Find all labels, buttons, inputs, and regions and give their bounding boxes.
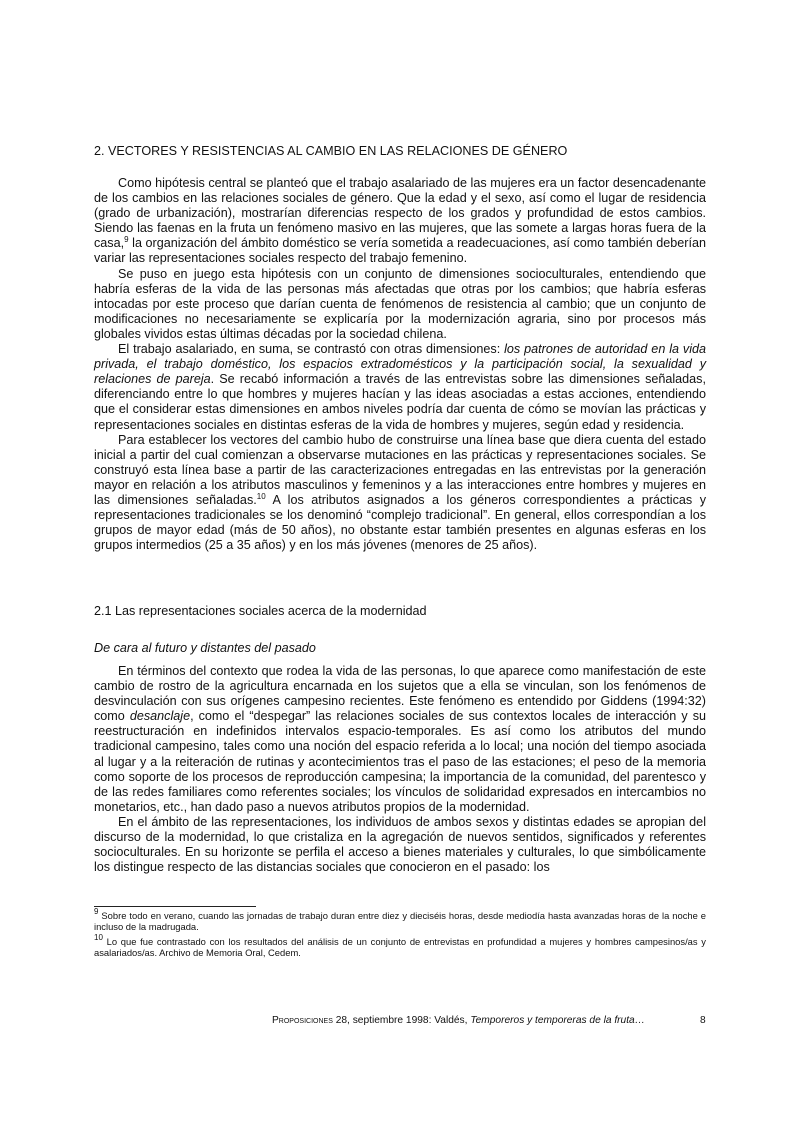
page-footer: Proposiciones 28, septiembre 1998: Valdés, Temporeros y temporeras de la fruta… — [272, 1015, 645, 1026]
subsection-heading: 2.1 Las representaciones sociales acerca de la modernidad — [94, 604, 427, 618]
footnote-ref-10[interactable]: 10 — [256, 491, 266, 501]
paragraph-6: En el ámbito de las representaciones, los individuos de ambos sexos y distintas edades se apropian del discurso de la modernidad, lo que cristaliza en la agregación de nuevos sentidos, significados y referentes socioculturales. En su horizonte se perfila el acceso a bienes materiales y culturales, lo que simbólicamente los distingue respecto de las distancias sociales que conocieron en el pasado: los — [94, 814, 706, 875]
footnote-divider — [94, 906, 256, 907]
article-title: Temporeros y temporeras de la fruta… — [470, 1015, 645, 1026]
page-number: 8 — [700, 1015, 706, 1026]
footnote-10: $^{10}$ Lo que fue contrastado con los resultados del análisis de un conjunto de entrevistas en profundidad a mujeres y hombres campesinos/as y asalariados/as. Archivo de Memoria Oral, Cedem. — [94, 932, 706, 959]
journal-name: Proposiciones — [272, 1015, 333, 1026]
footnote-ref-9[interactable]: 9 — [124, 235, 129, 245]
section-heading: 2. VECTORES Y RESISTENCIAS AL CAMBIO EN LAS RELACIONES DE GÉNERO — [94, 144, 568, 158]
paragraph-2: Se puso en juego esta hipótesis con un conjunto de dimensiones socioculturales, entendiendo que habría esferas de la vida de las personas más afectadas que otras por los cambios; que habría esferas intocadas por este proceso que darían cuenta de fenómenos de resistencia al cambio; que un conjunto de modificaciones no necesariamente se explicaría por la modernización agraria, sino por procesos más globales vividos estas últimas décadas por la sociedad chilena. — [94, 266, 706, 341]
paragraph-4: Para establecer los vectores del cambio hubo de construirse una línea base que diera cuenta del estado inicial a partir del cual comienzan a observarse mutaciones en las prácticas y representaciones sociales. Se construyó esta línea base a partir de las caracterizaciones entregadas en las entrevistas por la generación mayor en relación a los atributos masculinos y femeninos y a las interacciones entre hombres y mujeres en las dimensiones señaladas.$^{10}$ A los atributos asignados a los géneros correspondientes a prácticas y representaciones tradicionales se los denominó “complejo tradicional”. En general, ellos correspondían a los grupos de mayor edad (más de 50 años), no obstante estar también presentes en algunas esferas en los grupos intermedios (25 a 35 años) y en los más jóvenes (menores de 25 años). — [94, 432, 706, 553]
subsection-body — [94, 664, 706, 875]
section-body — [94, 176, 706, 553]
paragraph-1: Como hipótesis central se planteó que el trabajo asalariado de las mujeres era un factor desencadenante de los cambios en las relaciones sociales de género. Que la edad y el sexo, así como el lugar de residencia (grado de urbanización), mostrarían diferencias respecto de los grados y profundidad de estos cambios. Siendo las faenas en la fruta un fenómeno masivo en las mujeres, que las somete a largas horas fuera de la casa,$^9$ la organización del ámbito doméstico se vería sometida a readecuaciones, así como también deberían variar las representaciones sociales respecto del trabajo femenino. — [94, 176, 706, 266]
subsection-italic-heading: De cara al futuro y distantes del pasado — [94, 641, 316, 655]
paragraph-3: El trabajo asalariado, en suma, se contrastó con otras dimensiones: los patrones de autoridad en la vida privada, el trabajo doméstico, los espacios extradomésticos y la participación social, la sexualidad y relaciones de pareja. Se recabó información a través de las entrevistas sobre las dimensiones señaladas, diferenciando entre lo que hombres y mujeres hacían y las ideas asociadas a estas acciones, entendiendo que el considerar estas dimensiones en ambos niveles podría dar cuenta de cómo se movían las prácticas y representaciones sociales en distintas esferas de la vida de hombres y mujeres, según edad y residencia. — [94, 342, 707, 432]
footnote-9: $^9$ Sobre todo en verano, cuando las jornadas de trabajo duran entre diez y dieciséis horas, desde mediodía hasta avanzadas horas de la noche e incluso de la madrugada. — [94, 907, 706, 933]
footnotes — [94, 907, 706, 962]
paragraph-5: En términos del contexto que rodea la vida de las personas, lo que aparece como manifestación de este cambio de rostro de la agricultura encarnada en los sujetos que a ella se vinculan, son los fenómenos de desvinculación con sus orígenes campesino recientes. Este fenómeno es entendido por Giddens (1994:32) como desanclaje, como el “despegar” las relaciones sociales de sus contextos locales de interacción y su reestructuración en indefinidos intervalos espacio-temporales. Es así como los atributos del mundo tradicional campesino, tales como una noción del espacio referida a lo local; una noción del tiempo asociada al lugar y a la reiteración de rutinas y acontecimientos tras el paso de las estaciones; el peso de la memoria como soporte de los procesos de reproducción campesina; la importancia de la comunidad, del parentesco y de las redes familiares como referentes sociales; los vínculos de solidaridad expresados en intercambios no monetarios, etc., han dado paso a nuevos atributos propios de la modernidad. — [94, 664, 706, 814]
